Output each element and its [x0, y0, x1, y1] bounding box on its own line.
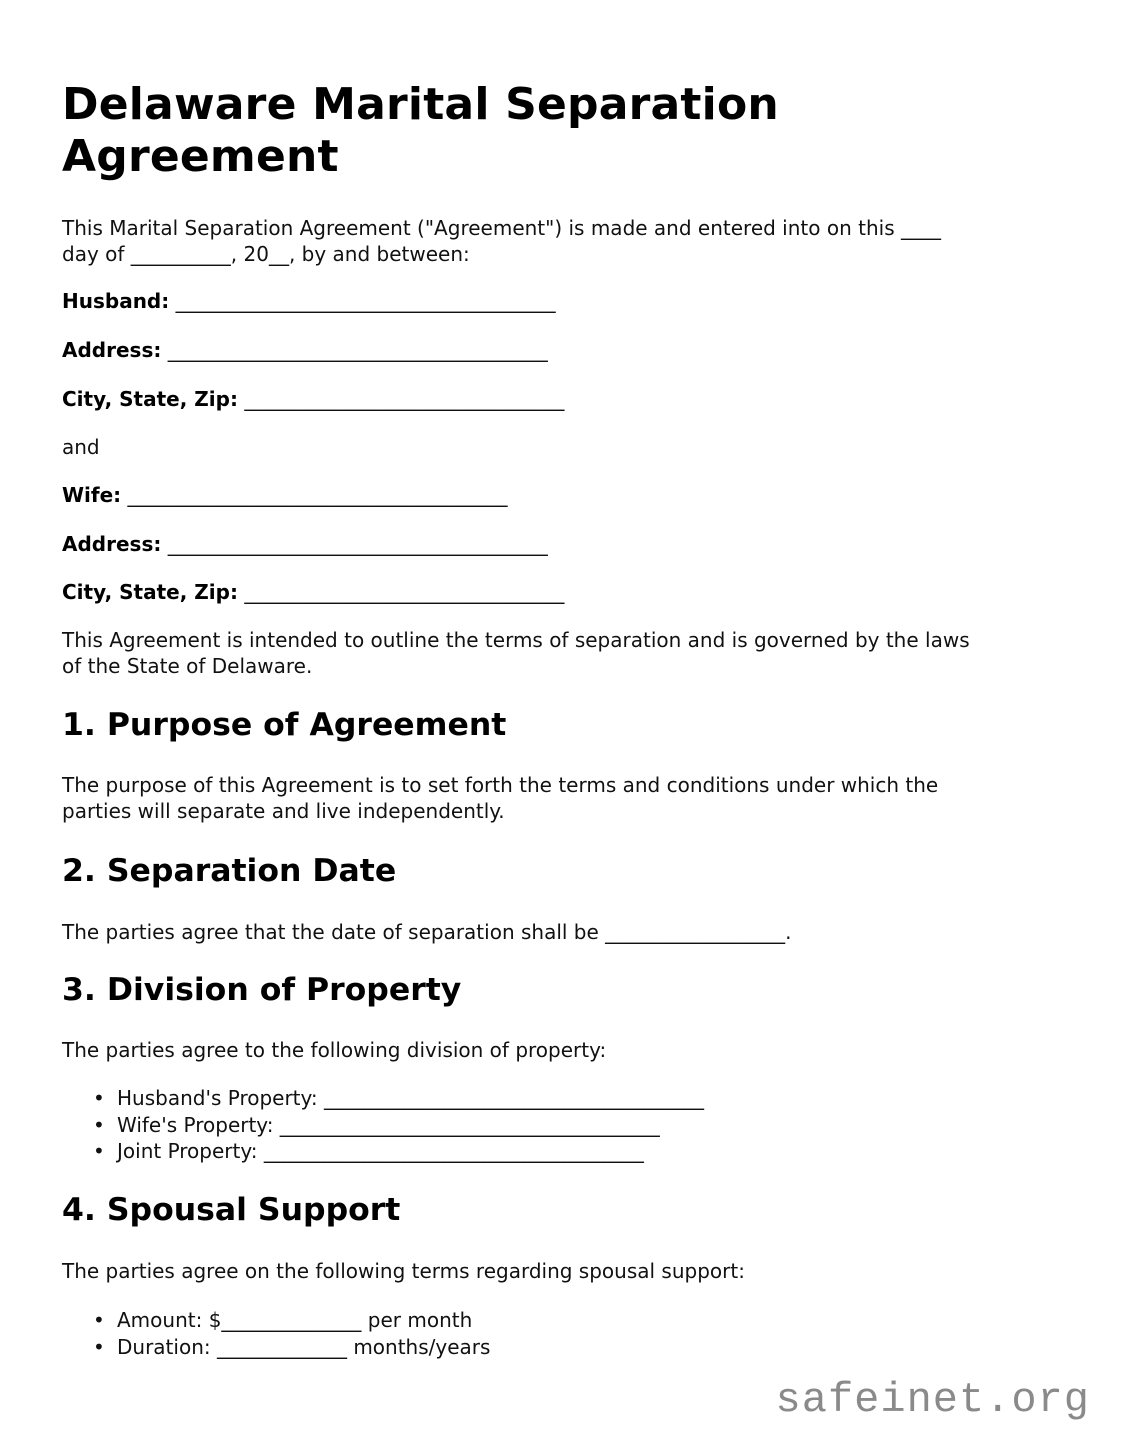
list-item-amount[interactable] [62, 1307, 490, 1334]
section-4-paragraph: The parties agree on the following terms regarding spousal support: [62, 1259, 745, 1283]
section-1-heading: 1. Purpose of Agreement [62, 707, 507, 743]
bullet-icon: • [93, 1308, 105, 1332]
wifes-property-field[interactable]: Wife's Property: ______________________________________ [117, 1112, 660, 1137]
intro-line-2: day of __________, 20__, by and between: [62, 242, 470, 266]
governing-line-2: of the State of Delaware. [62, 654, 313, 678]
governing-line-1: This Agreement is intended to outline the terms of separation and is governed by the laws [62, 628, 970, 652]
husband-city-state-zip-label: City, State, Zip: [62, 387, 238, 411]
intro-paragraph [62, 215, 1062, 267]
wife-address-label: Address: [62, 532, 162, 556]
conjunction-text: and [62, 435, 100, 459]
wife-city-state-zip-field[interactable] [62, 579, 564, 605]
spousal-support-list [62, 1307, 490, 1360]
document-title-line-1: Delaware Marital Separation [62, 79, 779, 130]
wife-city-state-zip-label: City, State, Zip: [62, 580, 238, 604]
section-1-line-2: parties will separate and live independently. [62, 799, 505, 823]
wife-address-blank[interactable]: ______________________________________ [167, 532, 548, 556]
section-1-line-1: The purpose of this Agreement is to set forth the terms and conditions under which the [62, 773, 939, 797]
support-duration-field[interactable]: Duration: _____________ months/years [117, 1334, 491, 1359]
bullet-icon: • [93, 1334, 105, 1359]
husband-city-state-zip-field[interactable] [62, 386, 564, 412]
section-1-paragraph [62, 772, 1062, 824]
section-4-heading: 4. Spousal Support [62, 1192, 401, 1228]
wife-name-field[interactable] [62, 482, 508, 508]
husband-address-label: Address: [62, 338, 162, 362]
watermark: safeinet.org [775, 1376, 1090, 1424]
section-3-paragraph: The parties agree to the following division of property: [62, 1038, 607, 1062]
document-title [62, 79, 1042, 183]
governing-law-paragraph [62, 627, 1062, 679]
wife-address-field[interactable] [62, 531, 548, 557]
separation-date-field[interactable]: The parties agree that the date of separation shall be __________________. [62, 920, 792, 944]
wife-name-label: Wife: [62, 483, 122, 507]
list-item-husbands-property[interactable] [62, 1085, 704, 1112]
husband-name-blank[interactable]: ______________________________________ [175, 289, 556, 313]
joint-property-field[interactable]: Joint Property: ______________________________________ [117, 1139, 644, 1163]
husband-city-state-zip-blank[interactable]: ________________________________ [244, 387, 565, 411]
section-3-heading: 3. Division of Property [62, 972, 462, 1008]
bullet-icon: • [93, 1139, 105, 1163]
bullet-icon: • [93, 1086, 105, 1110]
intro-line-1: This Marital Separation Agreement ("Agreement") is made and entered into on this ____ [62, 216, 941, 240]
list-item-wifes-property[interactable] [62, 1112, 704, 1139]
husbands-property-field[interactable]: Husband's Property: ______________________________________ [117, 1086, 705, 1110]
wife-name-blank[interactable]: ______________________________________ [127, 483, 508, 507]
husband-address-field[interactable] [62, 337, 548, 363]
husband-name-label: Husband: [62, 289, 170, 313]
support-amount-field[interactable]: Amount: $______________ per month [117, 1308, 473, 1332]
document-title-line-2: Agreement [62, 131, 339, 182]
list-item-joint-property[interactable] [62, 1138, 704, 1165]
property-list [62, 1085, 704, 1165]
list-item-duration[interactable] [62, 1334, 490, 1361]
wife-city-state-zip-blank[interactable]: ________________________________ [244, 580, 565, 604]
section-2-heading: 2. Separation Date [62, 853, 397, 889]
husband-name-field[interactable] [62, 288, 556, 314]
bullet-icon: • [93, 1112, 105, 1137]
husband-address-blank[interactable]: ______________________________________ [167, 338, 548, 362]
